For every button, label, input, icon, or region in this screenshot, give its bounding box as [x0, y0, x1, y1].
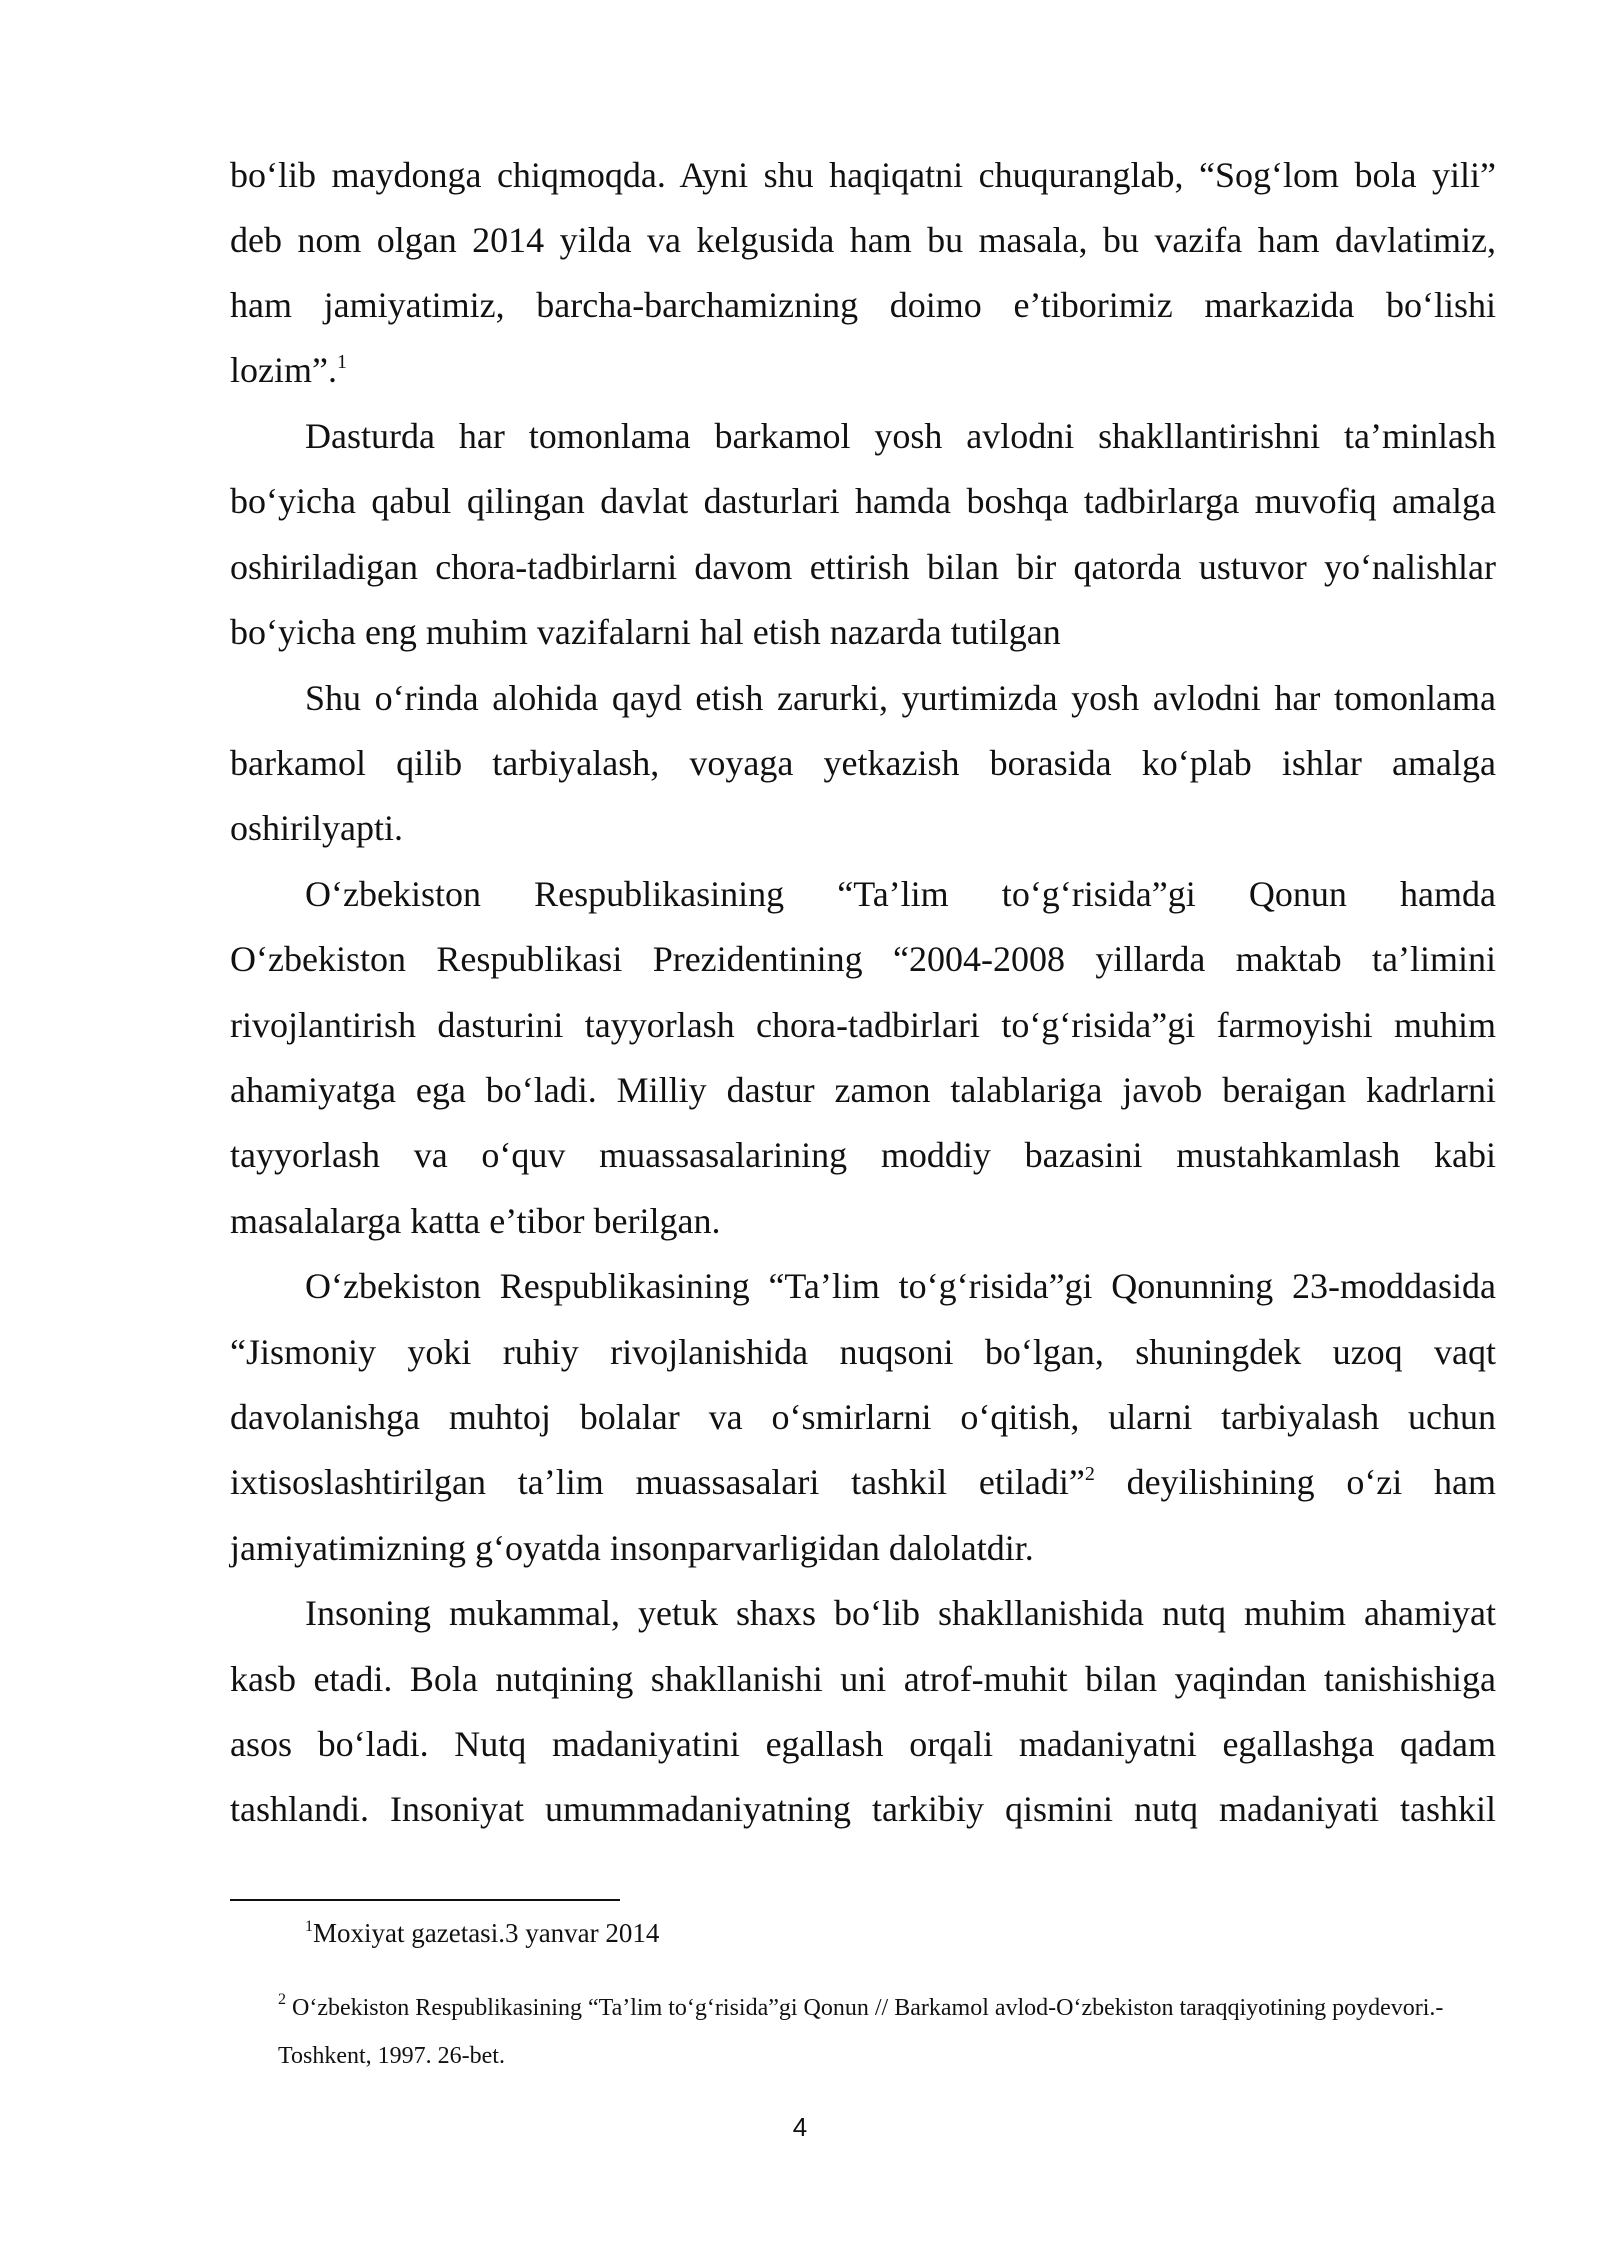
- footnote-ref-2: 2: [1084, 1463, 1095, 1485]
- text-line: bo‘lib maydonga chiqmoqda. Ayni shu haqiqatni chuquranglab, “Sog‘lom bola yili”: [230, 155, 1496, 195]
- text-line: bo‘yicha eng muhim vazifalarni hal etish nazarda tutilgan: [230, 612, 1061, 652]
- text-line: O‘zbekiston Respublikasining “Ta’lim to‘g‘risida”gi Qonunning 23-moddasida: [305, 1266, 1496, 1306]
- footnote-2-continued: Toshkent, 1997. 26-bet.: [278, 2043, 505, 2069]
- text-line: ham jamiyatimiz, barcha-barchamizning doimo e’tiborimiz markazida bo‘lishi: [230, 285, 1496, 325]
- text-line: davolanishga muhtoj bolalar va o‘smirlarni o‘qitish, ularni tarbiyalash uchun: [230, 1397, 1496, 1437]
- text-line: oshiriladigan chora-tadbirlarni davom ettirish bilan bir qatorda ustuvor yo‘nalishlar: [230, 547, 1496, 587]
- text-line: tayyorlash va o‘quv muassasalarining moddiy bazasini mustahkamlash kabi: [230, 1135, 1496, 1175]
- page-number: 4: [792, 2112, 808, 2142]
- text-line: bo‘yicha qabul qilingan davlat dasturlari hamda boshqa tadbirlarga muvofiq amalga: [230, 481, 1496, 521]
- text-span: lozim”.: [230, 350, 337, 390]
- text-span: ixtisoslashtirilgan ta’lim muassasalari tashkil etiladi”: [230, 1462, 1085, 1502]
- text-line: deb nom olgan 2014 yilda va kelgusida ham bu masala, bu vazifa ham davlatimiz,: [230, 220, 1496, 260]
- footnote-ref-1: 1: [336, 351, 347, 373]
- footnote-marker: 2: [278, 1991, 286, 2008]
- text-line: Insoning mukammal, yetuk shaxs bo‘lib shakllanishida nutq muhim ahamiyat: [305, 1593, 1496, 1633]
- text-line: jamiyatimizning g‘oyatda insonparvarligidan dalolatdir.: [230, 1528, 1034, 1568]
- text-line: asos bo‘ladi. Nutq madaniyatini egallash orqali madaniyatni egallashga qadam: [230, 1724, 1496, 1764]
- footnote-text: Moxiyat gazetasi.3 yanvar 2014: [313, 1918, 660, 1948]
- text-line: rivojlantirish dasturini tayyorlash chora-tadbirlari to‘g‘risida”gi farmoyishi muhim: [230, 1005, 1496, 1045]
- text-line: O‘zbekiston Respublikasining “Ta’lim to‘g‘risida”gi Qonun hamda: [305, 874, 1496, 914]
- text-line: masalalarga katta e’tibor berilgan.: [230, 1201, 721, 1241]
- footnote-marker: 1: [305, 1918, 313, 1935]
- text-span: deyilishining o‘zi ham: [1094, 1462, 1497, 1502]
- footnote-separator: [230, 1899, 620, 1901]
- text-line: oshirilyapti.: [230, 808, 403, 848]
- text-line: “Jismoniy yoki ruhiy rivojlanishida nuqsoni bo‘lgan, shuningdek uzoq vaqt: [230, 1332, 1496, 1372]
- footnote-1: [305, 1918, 659, 1948]
- text-line: Dasturda har tomonlama barkamol yosh avlodni shakllantirishni ta’minlash: [305, 416, 1496, 456]
- text-line: Shu o‘rinda alohida qayd etish zarurki, yurtimizda yosh avlodni har tomonlama: [305, 678, 1496, 718]
- text-line: ahamiyatga ega bo‘ladi. Milliy dastur zamon talablariga javob beraigan kadrlarni: [230, 1070, 1496, 1110]
- footnote-2: [278, 1993, 1443, 2023]
- text-line: kasb etadi. Bola nutqining shakllanishi uni atrof-muhit bilan yaqindan tanishishiga: [230, 1659, 1496, 1699]
- text-line: [230, 1460, 1496, 1504]
- footnote-text: O‘zbekiston Respublikasining “Ta’lim to‘g‘risida”gi Qonun // Barkamol avlod-O‘zbekiston taraqqiyotining poydevori.-: [286, 1995, 1444, 2021]
- text-line: [230, 348, 1496, 392]
- text-line: tashlandi. Insoniyat umummadaniyatning tarkibiy qismini nutq madaniyati tashkil: [230, 1789, 1496, 1829]
- text-line: O‘zbekiston Respublikasi Prezidentining “2004-2008 yillarda maktab ta’limini: [230, 939, 1496, 979]
- text-line: barkamol qilib tarbiyalash, voyaga yetkazish borasida ko‘plab ishlar amalga: [230, 743, 1496, 783]
